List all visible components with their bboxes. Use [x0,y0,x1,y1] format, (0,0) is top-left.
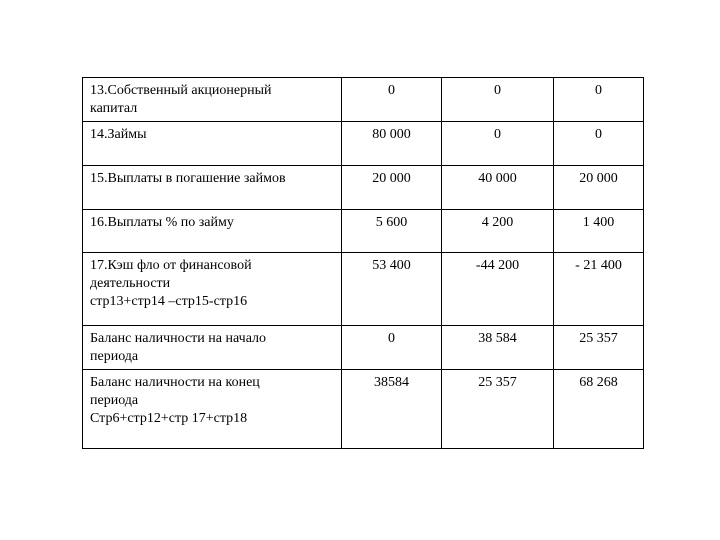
value: 80 000 [372,127,411,142]
value: 68 268 [579,375,618,390]
table-row [83,166,644,210]
row-label-cell [83,253,342,326]
value: 38584 [374,375,409,390]
value: 53 400 [372,258,411,273]
table-row [83,122,644,166]
row-label: Баланс наличности на начало периода [90,331,267,364]
value: 0 [595,127,602,142]
row-label-cell [83,210,342,253]
value-cell [554,370,644,449]
value-cell [342,370,442,449]
value: 25 357 [579,331,618,346]
value: 1 400 [582,215,615,230]
value: 25 357 [478,375,517,390]
value: - 21 400 [575,258,622,273]
value: 38 584 [478,331,517,346]
value: 40 000 [478,171,517,186]
table-row [83,78,644,122]
value: 0 [388,331,395,346]
row-label: 15.Выплаты в погашение займов [90,171,286,186]
value-cell [342,166,442,210]
value: 4 200 [481,215,514,230]
value-cell [554,210,644,253]
value-cell [442,253,554,326]
value-cell [342,326,442,370]
value-cell [554,253,644,326]
table-row [83,326,644,370]
row-label: 14.Займы [90,127,147,142]
value: 20 000 [579,171,618,186]
value: 0 [388,83,395,98]
value-cell [554,166,644,210]
value-cell [342,210,442,253]
value-cell [554,78,644,122]
row-label: 17.Кэш фло от финансовой деятельности стр13+стр14 –стр15-стр16 [90,258,252,309]
value: 5 600 [375,215,408,230]
value-cell [442,210,554,253]
row-label-cell [83,78,342,122]
row-label-cell [83,122,342,166]
value-cell [554,326,644,370]
value: 0 [494,83,501,98]
value: 20 000 [372,171,411,186]
value-cell [442,78,554,122]
row-label-cell [83,166,342,210]
value-cell [342,78,442,122]
value-cell [342,122,442,166]
value: 0 [494,127,501,142]
value-cell [442,326,554,370]
table-row [83,253,644,326]
row-label: Баланс наличности на конец периода Стр6+стр12+стр 17+стр18 [90,375,260,426]
value-cell [442,122,554,166]
row-label: 13.Собственный акционерный капитал [90,83,272,116]
value-cell [442,370,554,449]
value-cell [342,253,442,326]
table-row [83,370,644,449]
row-label-cell [83,326,342,370]
financing-cash-flow-table [82,77,644,449]
row-label-cell [83,370,342,449]
value: 0 [595,83,602,98]
value: -44 200 [475,258,520,273]
table-row [83,210,644,253]
row-label: 16.Выплаты % по займу [90,215,234,230]
value-cell [554,122,644,166]
value-cell [442,166,554,210]
